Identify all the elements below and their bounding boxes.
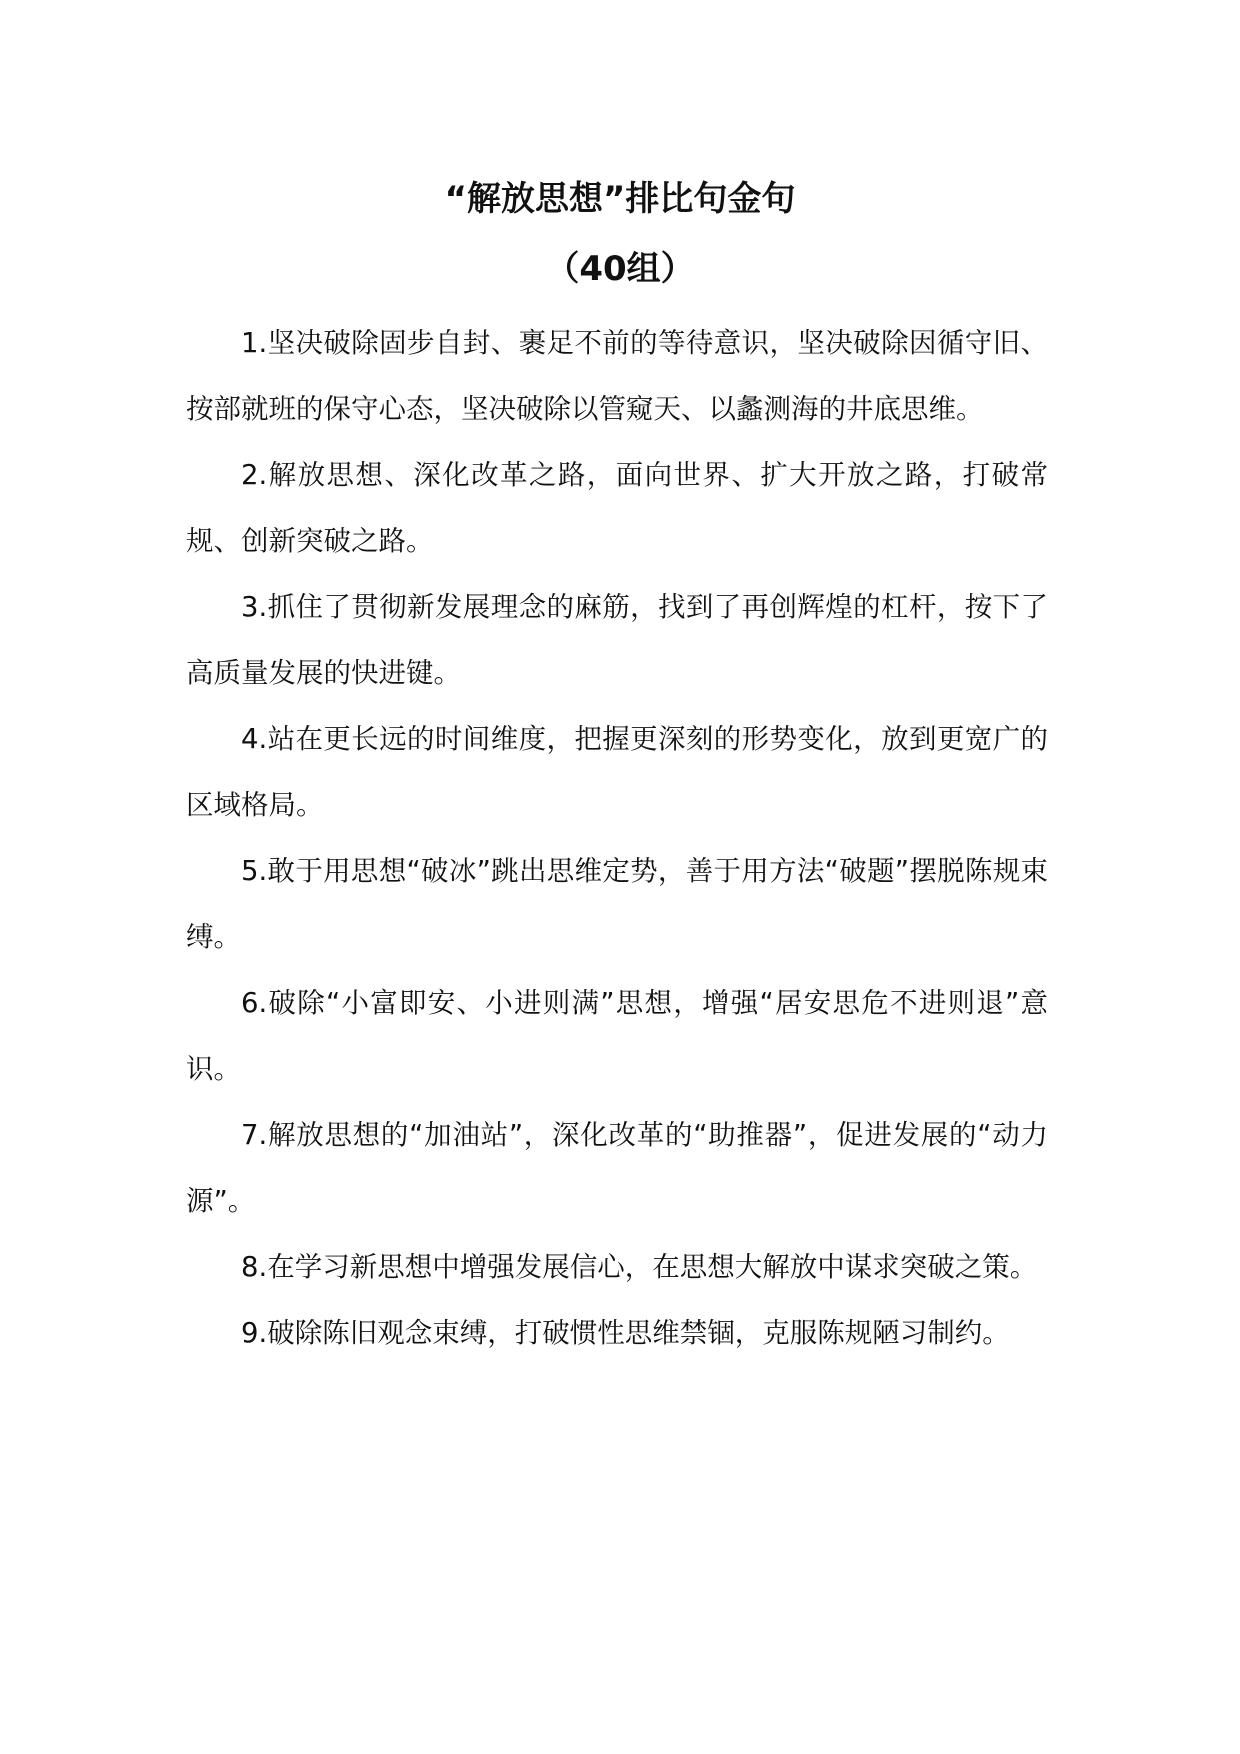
page-subtitle: （40组） bbox=[545, 249, 695, 289]
paragraph-7: 7.解放思想的“加油站”，深化改革的“助推器”，促进发展的“动力源”。 bbox=[186, 1119, 1048, 1217]
paragraph-1: 1.坚决破除固步自封、裹足不前的等待意识，坚决破除因循守旧、按部就班的保守心态，坚决破除以管窥天、以蠡测海的井底思维。 bbox=[186, 327, 1048, 425]
paragraph-6: 6.破除“小富即安、小进则满”思想，增强“居安思危不进则退”意识。 bbox=[186, 987, 1048, 1085]
paragraph-4: 4.站在更长远的时间维度，把握更深刻的形势变化，放到更宽广的区域格局。 bbox=[186, 723, 1048, 821]
paragraph-3: 3.抓住了贯彻新发展理念的麻筋，找到了再创辉煌的杠杆，按下了高质量发展的快进键。 bbox=[186, 591, 1048, 689]
paragraph-2: 2.解放思想、深化改革之路，面向世界、扩大开放之路，打破常规、创新突破之路。 bbox=[186, 459, 1048, 557]
paragraph-8: 8.在学习新思想中增强发展信心，在思想大解放中谋求突破之策。 bbox=[241, 1251, 1038, 1283]
paragraph-9: 9.破除陈旧观念束缚，打破惯性思维禁锢，克服陈规陋习制约。 bbox=[241, 1317, 1010, 1349]
paragraph-5: 5.敢于用思想“破冰”跳出思维定势，善于用方法“破题”摆脱陈规束缚。 bbox=[186, 855, 1048, 953]
page-title: “解放思想”排比句金句 bbox=[444, 179, 796, 219]
document-body bbox=[186, 310, 1048, 1366]
